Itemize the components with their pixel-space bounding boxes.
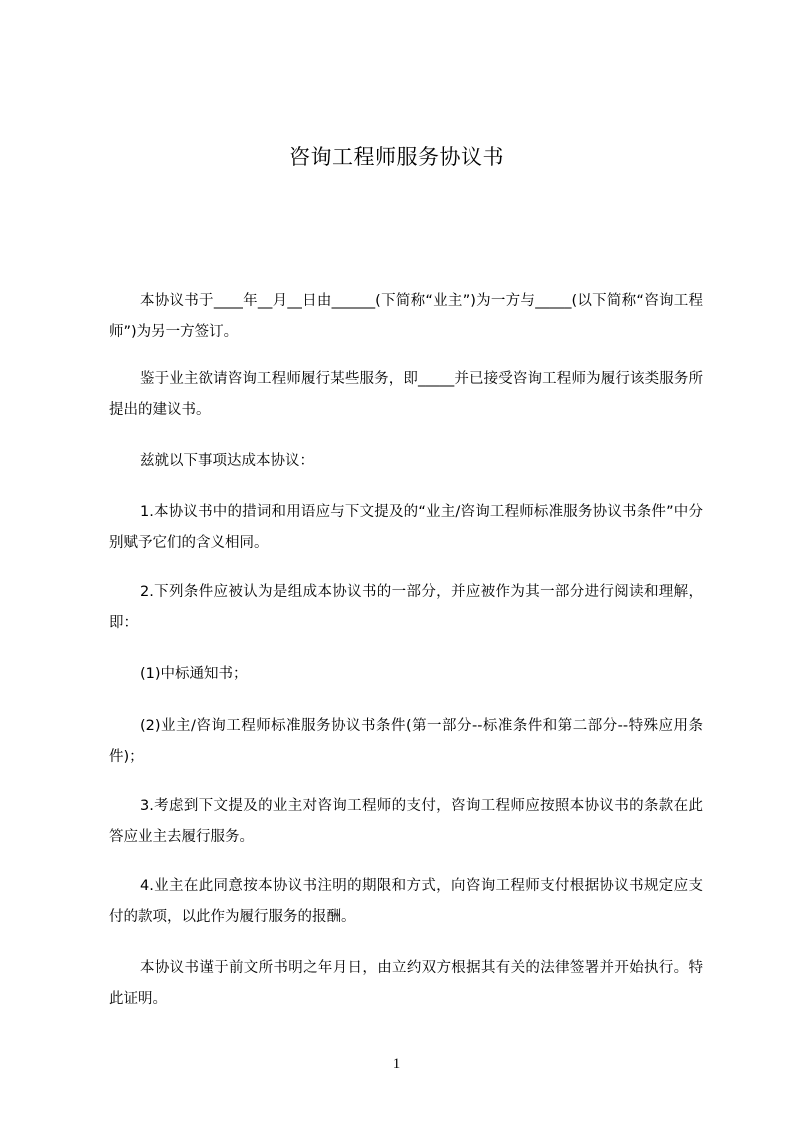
paragraph-clause-1: 1.本协议书中的措词和用语应与下文提及的“业主/咨询工程师标准服务协议书条件”中分别赋予它们的含义相同。 [109,504,703,551]
paragraph-clause-4: 4.业主在此同意按本协议书注明的期限和方式，向咨询工程师支付根据协议书规定应支付的款项，以此作为履行服务的报酬。 [109,878,703,925]
page-number: 1 [392,1056,401,1072]
paragraph-agreement-intro: 兹就以下事项达成本协议： [140,453,314,469]
paragraph-whereas: 鉴于业主欲请咨询工程师履行某些服务，即_____并已接受咨询工程师为履行该类服务所提出的建议书。 [109,371,703,418]
paragraph-item-2: (2)业主/咨询工程师标准服务协议书条件(第一部分--标准条件和第二部分--特殊应用条件)； [109,718,703,765]
document-title: 咨询工程师服务协议书 [289,145,504,169]
paragraph-item-1: (1)中标通知书； [140,666,248,682]
paragraph-witness: 本协议书谨于前文所书明之年月日，由立约双方根据其有关的法律签署并开始执行。特此证明。 [109,960,703,1007]
paragraph-clause-2: 2.下列条件应被认为是组成本协议书的一部分，并应被作为其一部分进行阅读和理解，即： [109,584,703,631]
paragraph-clause-3: 3.考虑到下文提及的业主对咨询工程师的支付，咨询工程师应按照本协议书的条款在此答应业主去履行服务。 [109,798,703,845]
paragraph-opening: 本协议书于____年__月__日由______(下简称“业主”)为一方与_____(以下简称“咨询工程师”)为另一方签订。 [109,293,703,340]
